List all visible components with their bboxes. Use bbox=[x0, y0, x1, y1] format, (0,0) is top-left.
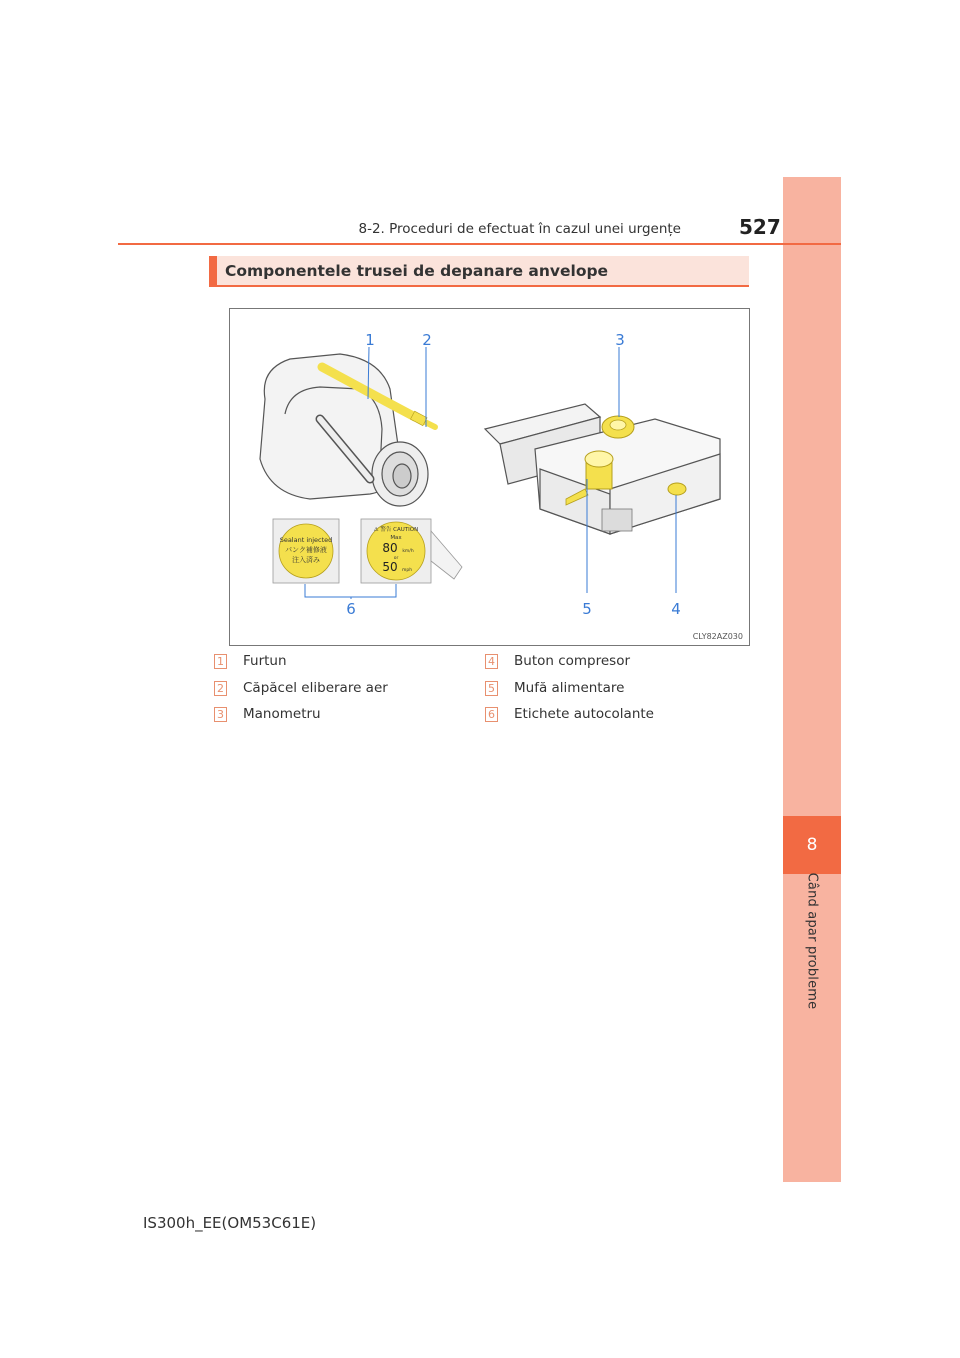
page-number: 527 bbox=[739, 215, 781, 239]
section-path: 8-2. Proceduri de efectuat în cazul unei urgențe bbox=[358, 221, 681, 237]
callout-5: 5 bbox=[582, 600, 592, 618]
sticker-right-unit-1: km/h bbox=[402, 549, 414, 554]
sticker-right-speed-1: 80 bbox=[382, 541, 398, 555]
legend-number: 2 bbox=[214, 681, 227, 696]
legend-number: 6 bbox=[485, 707, 498, 722]
callout-2: 2 bbox=[422, 331, 432, 349]
sticker-right-unit-2: mph bbox=[401, 568, 413, 573]
footer-model-code: IS300h_EE(OM53C61E) bbox=[143, 1214, 317, 1232]
sticker-left-line-1: Sealant injected bbox=[279, 536, 333, 544]
pressure-gauge-graphic bbox=[602, 416, 634, 438]
legend-item bbox=[485, 680, 624, 696]
section-title-accent bbox=[209, 256, 217, 287]
callout-6: 6 bbox=[346, 600, 356, 618]
legend-label: Mufă alimentare bbox=[514, 680, 625, 696]
legend-label: Furtun bbox=[243, 653, 287, 669]
sticker-right-or: or bbox=[393, 556, 399, 561]
callout-4: 4 bbox=[671, 600, 681, 618]
tire-repair-kit-illustration bbox=[230, 309, 749, 645]
legend-item bbox=[214, 653, 287, 669]
legend-label: Etichete autocolante bbox=[514, 706, 654, 722]
sticker-left-line-2: パンク補修液 bbox=[285, 546, 327, 554]
figure-code: CLY82AZ030 bbox=[692, 632, 743, 641]
legend-label: Manometru bbox=[243, 706, 321, 722]
legend-item bbox=[485, 653, 630, 669]
callout-3: 3 bbox=[615, 331, 625, 349]
legend-number: 3 bbox=[214, 707, 227, 722]
sticker-left bbox=[273, 519, 339, 583]
header-divider bbox=[118, 243, 841, 245]
callout-1: 1 bbox=[365, 331, 375, 349]
legend-item bbox=[485, 706, 654, 722]
compressor-button-graphic bbox=[668, 483, 686, 495]
sticker-right-warning: ⚠ 警告 CAUTION bbox=[373, 527, 419, 533]
legend-number: 5 bbox=[485, 681, 498, 696]
chapter-number-box: 8 bbox=[783, 816, 841, 874]
tire-repair-kit-figure bbox=[229, 308, 750, 646]
sticker-right-speed-2: 50 bbox=[382, 560, 398, 574]
chapter-side-strip bbox=[783, 177, 841, 1182]
legend-label: Buton compresor bbox=[514, 653, 631, 669]
legend-item bbox=[214, 706, 321, 722]
legend-number: 4 bbox=[485, 654, 498, 669]
section-title: Componentele trusei de depanare anvelope bbox=[225, 262, 609, 280]
sticker-right-max: Max bbox=[390, 535, 402, 541]
sticker-right bbox=[361, 519, 462, 583]
legend-number: 1 bbox=[214, 654, 227, 669]
sticker-left-line-3: 注入済み bbox=[292, 556, 320, 564]
legend-item bbox=[214, 680, 388, 696]
legend-label: Căpăcel eliberare aer bbox=[243, 680, 388, 696]
chapter-title-vertical: Când apar probleme bbox=[804, 872, 820, 1010]
